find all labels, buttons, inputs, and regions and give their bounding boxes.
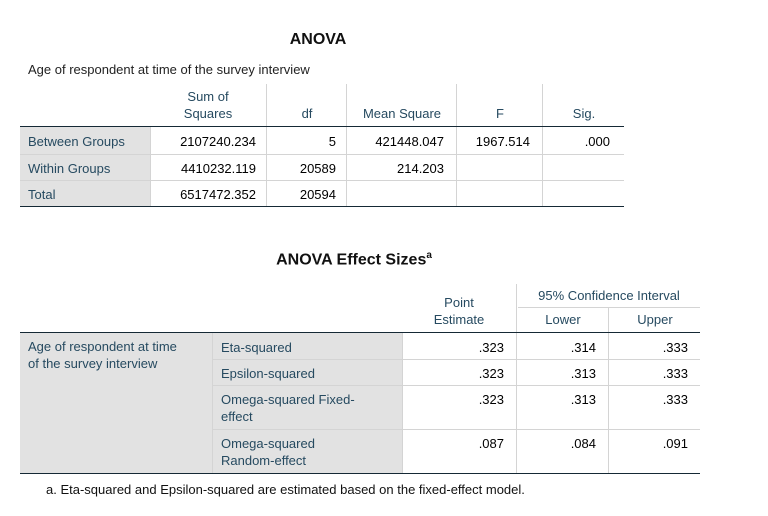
- row-label: Epsilon-squared: [221, 366, 315, 381]
- header-point-line2: Estimate: [433, 312, 485, 327]
- anova-caption: Age of respondent at time of the survey interview: [28, 62, 310, 77]
- col-divider: [542, 127, 543, 207]
- header-sum-of-squares: [150, 88, 266, 122]
- row-label-line1: Omega-squared Fixed-: [221, 392, 355, 407]
- cell-ss: 4410232.119: [181, 161, 256, 176]
- row-group-line1: Age of respondent at time: [28, 339, 177, 354]
- effect-title-text: ANOVA Effect Sizes: [276, 251, 427, 269]
- header-confidence-interval: 95% Confidence Interval: [538, 288, 680, 303]
- cell-point: .323: [478, 392, 504, 407]
- cell-df: 20594: [299, 187, 336, 202]
- header-sum-line2: Squares: [183, 106, 233, 121]
- header-point-estimate: [402, 294, 516, 328]
- cell-upper: .333: [662, 340, 688, 355]
- header-f: F: [496, 106, 504, 121]
- cell-ms: 214.203: [397, 161, 444, 176]
- col-divider: [608, 307, 609, 332]
- cell-ms: 421448.047: [375, 134, 444, 149]
- row-label: [221, 391, 355, 425]
- col-divider: [150, 127, 151, 207]
- header-mean-square: Mean Square: [362, 106, 442, 121]
- effect-title: [0, 250, 708, 269]
- col-divider: [456, 127, 457, 207]
- header-point-line1: Point: [444, 295, 474, 310]
- bottom-rule: [20, 206, 624, 207]
- cell-f: 1967.514: [475, 134, 530, 149]
- row-rule: [20, 180, 624, 181]
- cell-upper: .091: [662, 436, 688, 451]
- col-divider: [516, 333, 517, 473]
- row-group-label: [28, 338, 177, 372]
- col-divider: [346, 127, 347, 207]
- col-divider: [266, 127, 267, 207]
- row-rule: [212, 385, 700, 386]
- row-label-line2: Random-effect: [221, 453, 307, 468]
- cell-ss: 2107240.234: [180, 134, 256, 149]
- row-label: [221, 435, 315, 469]
- row-label: Eta-squared: [221, 340, 292, 355]
- anova-title: ANOVA: [289, 31, 347, 48]
- cell-sig: .000: [584, 134, 610, 149]
- row-rule: [20, 154, 624, 155]
- row-label-line1: Omega-squared: [221, 436, 315, 451]
- cell-df: 5: [328, 134, 336, 149]
- cell-point: .323: [478, 340, 504, 355]
- col-divider: [266, 84, 267, 126]
- cell-point: .087: [478, 436, 504, 451]
- footnote-marker: a: [426, 250, 432, 261]
- col-divider: [542, 84, 543, 126]
- cell-ss: 6517472.352: [180, 187, 256, 202]
- col-divider: [346, 84, 347, 126]
- row-label: Between Groups: [28, 134, 125, 149]
- cell-lower: .084: [570, 436, 596, 451]
- footnote: a. Eta-squared and Epsilon-squared are estimated based on the fixed-effect model.: [46, 482, 525, 497]
- header-upper: Upper: [637, 312, 673, 327]
- col-divider: [516, 284, 517, 332]
- row-label: Total: [28, 187, 56, 202]
- cell-point: .323: [478, 366, 504, 381]
- row-rule: [212, 359, 700, 360]
- row-rule: [212, 429, 700, 430]
- cell-lower: .313: [570, 366, 596, 381]
- row-label-line2: effect: [221, 409, 253, 424]
- cell-upper: .333: [662, 392, 688, 407]
- col-divider: [608, 333, 609, 473]
- header-sum-line1: Sum of: [187, 89, 229, 104]
- col-divider: [212, 333, 213, 473]
- header-sig: Sig.: [572, 106, 596, 121]
- header-df: df: [301, 106, 313, 121]
- cell-lower: .314: [570, 340, 596, 355]
- cell-upper: .333: [662, 366, 688, 381]
- row-group-line2: of the survey interview: [28, 356, 158, 371]
- row-label: Within Groups: [28, 161, 111, 176]
- header-lower: Lower: [545, 312, 581, 327]
- bottom-rule: [20, 473, 700, 474]
- col-divider: [456, 84, 457, 126]
- cell-df: 20589: [299, 161, 336, 176]
- ci-rule: [518, 307, 700, 308]
- cell-lower: .313: [570, 392, 596, 407]
